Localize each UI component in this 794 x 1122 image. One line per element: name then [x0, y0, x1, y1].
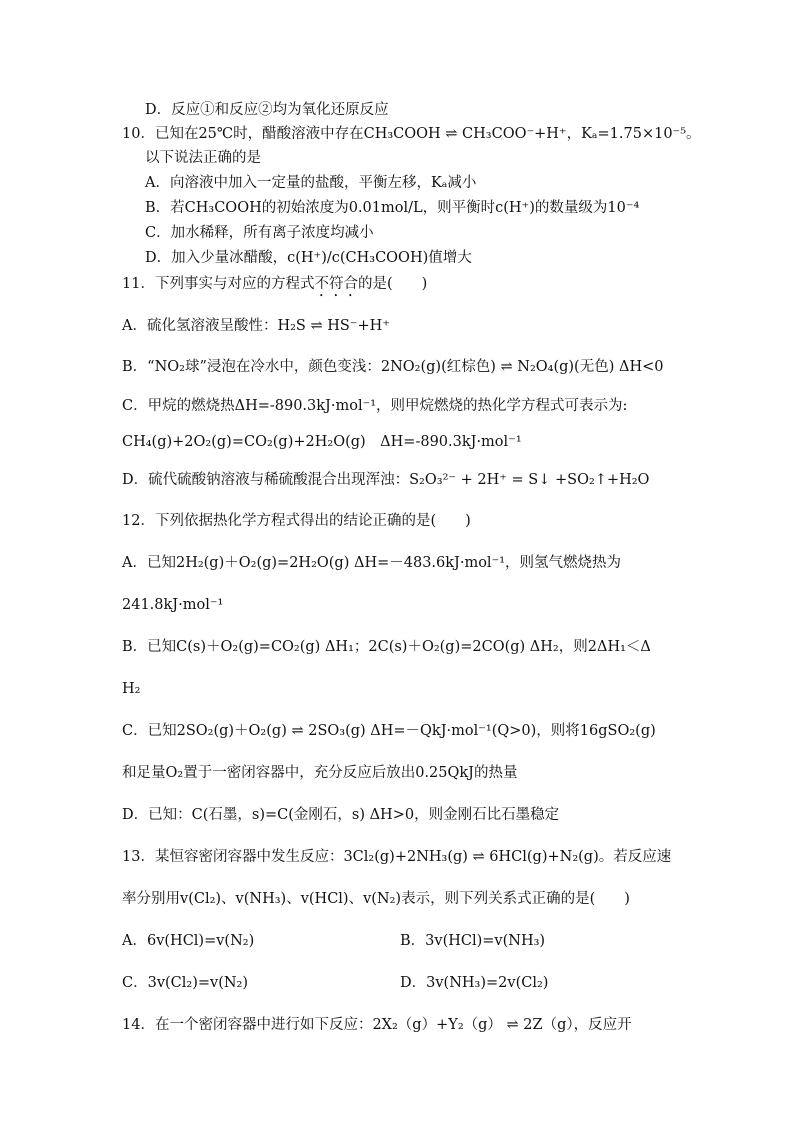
q12-option-a: A．已知2H₂(g)＋O₂(g)=2H₂O(g) ΔH=－483.6kJ·mol⁻¹，则氢气燃烧热为 [122, 555, 622, 571]
q14-stem: 14．在一个密闭容器中进行如下反应：2X₂（g）+Y₂（g） ⇌ 2Z（g），反应开 [122, 1017, 632, 1033]
q13-option-d: D．3v(NH₃)=2v(Cl₂) [400, 975, 549, 991]
q11-stem-post: 的是( ) [357, 276, 428, 292]
q13-option-c: C．3v(Cl₂)=v(N₂) [122, 975, 249, 991]
q10-stem: 10．已知在25℃时，醋酸溶液中存在CH₃COOH ⇌ CH₃COO⁻+H⁺，Kₐ=1.75×10⁻⁵。 [122, 126, 701, 142]
q11-stem [122, 274, 427, 300]
q11-stem-pre: 11．下列事实与对应的方程式 [122, 276, 315, 292]
q10-option-c: C．加水稀释，所有离子浓度均减小 [145, 225, 374, 241]
q12-option-b: B．已知C(s)＋O₂(g)=CO₂(g) ΔH₁；2C(s)＋O₂(g)=2CO(g) ΔH₂，则2ΔH₁＜Δ [122, 639, 651, 655]
q10-option-d: D．加入少量冰醋酸，c(H⁺)/c(CH₃COOH)值增大 [145, 250, 472, 266]
q10-option-a: A．向溶液中加入一定量的盐酸，平衡左移，Kₐ减小 [145, 175, 477, 191]
q11-stem-emphasis: 不符合 [314, 276, 358, 292]
q13-stem-cont: 率分别用v(Cl₂)、v(NH₃)、v(HCl)、v(N₂)表示，则下列关系式正确的是( ) [122, 891, 630, 907]
q13-stem: 13．某恒容密闭容器中发生反应：3Cl₂(g)+2NH₃(g) ⇌ 6HCl(g)+N₂(g)。若反应速 [122, 849, 672, 865]
q11-option-a: A．硫化氢溶液呈酸性：H₂S ⇌ HS⁻+H⁺ [122, 318, 390, 334]
q11-option-d: D．硫代硫酸钠溶液与稀硫酸混合出现浑浊：S₂O₃²⁻ + 2H⁺ = S↓ +SO₂↑+H₂O [122, 472, 650, 488]
q12-option-a-cont: 241.8kJ·mol⁻¹ [122, 597, 224, 613]
q9-option-d: D．反应①和反应②均为氧化还原反应 [145, 102, 389, 118]
q12-option-d: D．已知：C(石墨，s)=C(金刚石，s) ΔH>0，则金刚石比石墨稳定 [122, 807, 560, 823]
q13-option-b: B．3v(HCl)=v(NH₃) [400, 933, 546, 949]
q12-option-b-cont: H₂ [122, 681, 141, 697]
q12-stem: 12．下列依据热化学方程式得出的结论正确的是( ) [122, 513, 471, 529]
q11-option-b: B．“NO₂球”浸泡在冷水中，颜色变浅：2NO₂(g)(红棕色) ⇌ N₂O₄(g)(无色) ΔH<0 [122, 359, 664, 375]
q12-option-c-cont: 和足量O₂置于一密闭容器中，充分反应后放出0.25QkJ的热量 [122, 765, 518, 781]
q12-option-c: C．已知2SO₂(g)＋O₂(g) ⇌ 2SO₃(g) ΔH=－QkJ·mol⁻¹(Q>0)，则将16gSO₂(g) [122, 723, 656, 739]
q11-option-c: C．甲烷的燃烧热ΔH=-890.3kJ·mol⁻¹，则甲烷燃烧的热化学方程式可表示为: [122, 398, 628, 414]
q10-stem-cont: 以下说法正确的是 [145, 150, 261, 166]
q11-option-c-equation: CH₄(g)+2O₂(g)=CO₂(g)+2H₂O(g) ΔH=-890.3kJ·mol⁻¹ [122, 434, 522, 450]
q13-option-a: A．6v(HCl)=v(N₂) [122, 933, 255, 949]
q10-option-b: B．若CH₃COOH的初始浓度为0.01mol/L，则平衡时c(H⁺)的数量级为10⁻⁴ [145, 200, 640, 216]
